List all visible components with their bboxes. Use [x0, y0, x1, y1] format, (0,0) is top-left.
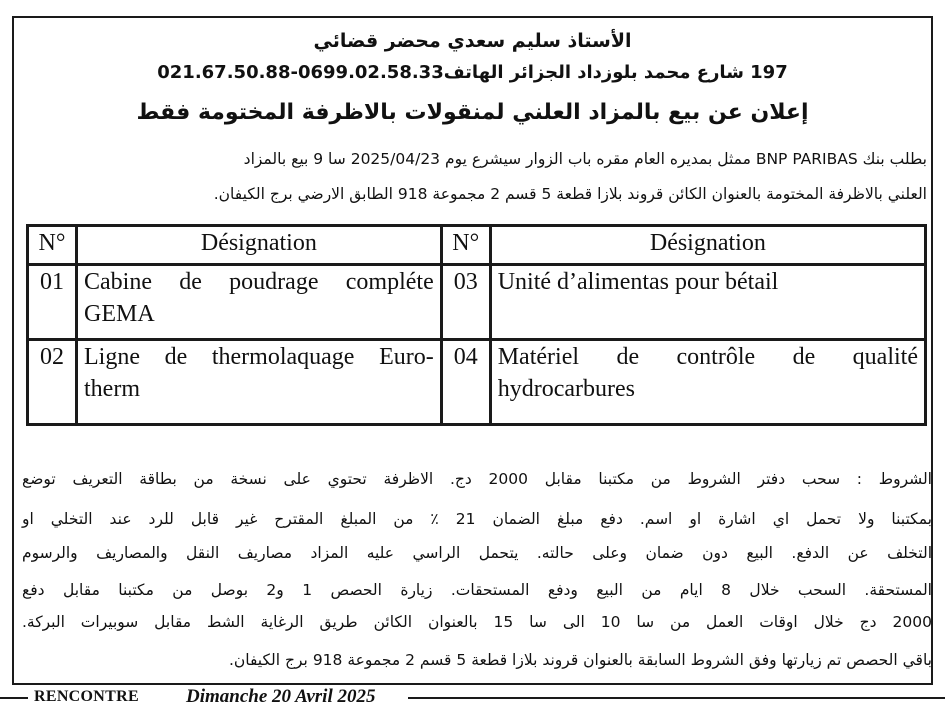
lot-designation: Cabine de poudrage compléte GEMA [77, 265, 442, 340]
footer-divider [0, 697, 28, 699]
lot-number: 04 [441, 340, 490, 425]
conditions-line: المستحقة. السحب خلال 8 ايام من البيع ودفع المستحقات. زيارة الحصص 1 و2 بوصل من مكتبنا مقابل دفع [22, 581, 932, 599]
lot-designation: Unité d’alimentas pour bétail [490, 265, 925, 340]
publication-date: Dimanche 20 Avril 2025 [186, 686, 376, 707]
col-header-num: N° [441, 226, 490, 265]
bailiff-name: الأستاذ سليم سعدي محضر قضائي [313, 30, 632, 52]
lot-number: 01 [28, 265, 77, 340]
table-header-row [28, 226, 926, 265]
conditions-line: الشروط : سحب دفتر الشروط من مكتبنا مقابل 2000 دج. الاظرفة تحتوي على نسخة من بطاقة التعريف توضع [22, 470, 932, 488]
bailiff-address: 197 شارع محمد بلوزداد الجزائر الهاتف0699.02.58.33-021.67.50.88 [157, 62, 788, 83]
lot-number: 03 [441, 265, 490, 340]
footer-divider [408, 697, 945, 699]
publication-logo: RENCONTRE [34, 688, 139, 705]
conditions-line: باقي الحصص تم زيارتها وفق الشروط السابقة بالعنوان قروند بلازا قطعة 5 قسم 2 مجموعة 918 برج الكيفان. [228, 651, 932, 669]
intro-line-1: بطلب بنك BNP PARIBAS ممثل بمديره العام مقره باب الزوار سيشرع يوم 2025/04/23 سا 9 بيع بالمزاد [243, 150, 927, 168]
col-header-num: N° [28, 226, 77, 265]
lots-table [26, 224, 927, 426]
conditions-line: 2000 دج خلال اوقات العمل من سا 10 الى سا 15 بالعنوان الكائن طريق الرغاية الشط مقابل سوبيرات البركة. [22, 613, 932, 631]
conditions-line: بمكتبنا ولا تحمل اي اشارة او اسم. دفع مبلغ الضمان 21 ٪ من المبلغ المقترح غير قابل للرد عند التخلي او [22, 510, 932, 528]
conditions-line: التخلف عن الدفع. البيع دون ضمان وعلى حالته. يتحمل الراسي عليه المزاد مصاريف النقل والمصاريف والرسوم [22, 544, 932, 562]
col-header-designation: Désignation [77, 226, 442, 265]
lot-number: 02 [28, 340, 77, 425]
notice-title: إعلان عن بيع بالمزاد العلني لمنقولات بالاظرفة المختومة فقط [136, 100, 809, 125]
intro-line-2: العلني بالاظرفة المختومة بالعنوان الكائن قروند بلازا قطعة 5 قسم 2 مجموعة 918 الطابق الارضي برج الكيفان. [213, 185, 927, 203]
lot-designation: Matériel de contrôle de qualité hydrocarbures [490, 340, 925, 425]
table-row [28, 340, 926, 425]
table-row [28, 265, 926, 340]
lot-designation: Ligne de thermolaquage Euro-therm [77, 340, 442, 425]
col-header-designation: Désignation [490, 226, 925, 265]
